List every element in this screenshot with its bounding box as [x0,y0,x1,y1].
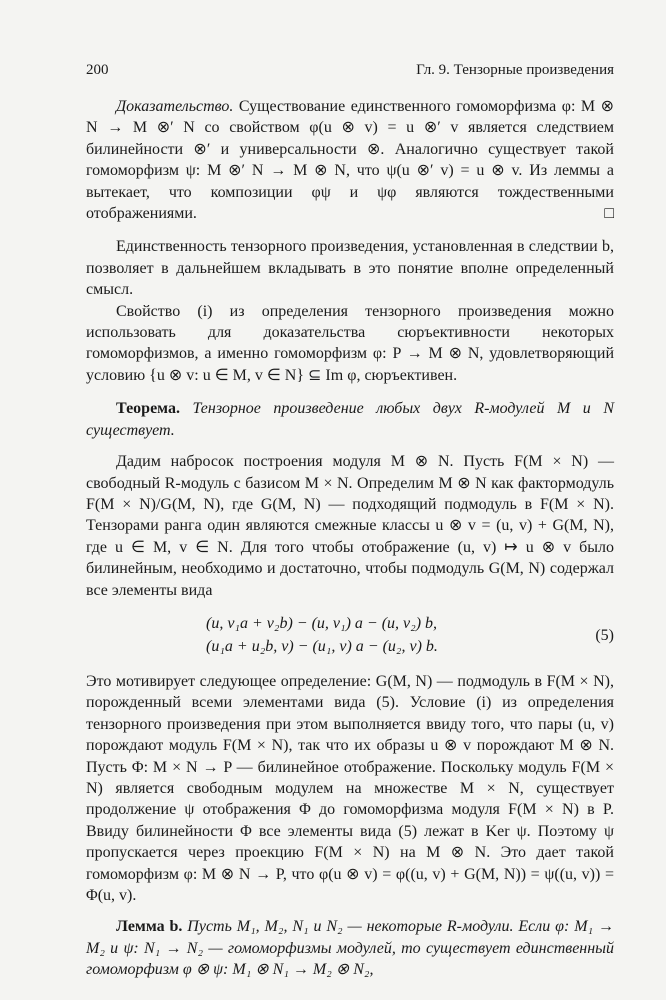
proof-text: Существование единственного гомоморфизма φ: M ⊗ N → M ⊗′ N со свойством φ(u ⊗ v) = u ⊗′ v является следствием билинейности ⊗′ и универсальности ⊗. Аналогично существует такой гомоморфизм ψ: M ⊗′ N → M ⊗ N, что ψ(u ⊗′ v) = u ⊗ v. Из леммы a вытекает, что композиции φψ и ψφ являются тождественными отображениями. [86,98,614,223]
sketch-paragraph: Дадим набросок построения модуля M ⊗ N. Пусть F(M × N) — свободный R-модуль с базисом M × N. Определим M ⊗ N как фактормодуль F(M × N)/G(M, N), где G(M, N) — подходящий подмодуль в F(M × N). Тензорами ранга один являются смежные классы u ⊗ v = (u, v) + G(M, N), где u ∈ M, v ∈ N. Для того чтобы отображение (u, v) ↦ u ⊗ v было билинейным, необходимо и достаточно, чтобы подмодуль G(M, N) содержал все элементы вида [86,453,614,599]
qed-symbol: □ [604,205,614,223]
motivation-paragraph: Это мотивирует следующее определение: G(M, N) — подмодуль в F(M × N), порожденный всеми элементами вида (5). Условие (i) из определения тензорного произведения при этом выполняется ввиду того, что пары (u, v) порождают модуль F(M × N), так что их образы u ⊗ v порождают M ⊗ N. Пусть Φ: M × N → P — билинейное отображение. Поскольку модуль F(M × N) является свободным модулем на множестве M × N, существует продолжение ψ отображения Φ до гомоморфизма модуля F(M × N) в P. Ввиду билинейности Φ все элементы вида (5) лежат в Ker ψ. Поэтому ψ пропускается через проекцию F(M × N) на M ⊗ N. Это дает такой гомоморфизм φ: M ⊗ N → P, что φ(u ⊗ v) = φ((u, v) + G(M, N)) = ψ((u, v)) = Φ(u, v). [86,672,614,904]
formula-line-2: (u₁a + u₂b, v) − (u₁, v) a − (u₂, v) b. [206,637,438,655]
proof-paragraph [86,96,614,224]
equation-number: (5) [595,626,614,644]
lemma-label: Лемма b. [116,918,183,936]
display-formula [86,613,614,659]
page-number: 200 [86,62,109,78]
theorem-label: Теорема. [116,400,180,418]
property-paragraph: Свойство (i) из определения тензорного произведения можно использовать для доказательства сюръективности некоторых гомоморфизмов, а именно гомоморфизм φ: P → M ⊗ N, удовлетворяющий условию {u ⊗ v: u ∈ M, v ∈ N} ⊆ Im φ, сюръективен. [86,302,614,384]
page-body [86,96,614,981]
theorem-text: Тензорное произведение любых двух R-модулей M и N существует. [86,400,614,439]
theorem-paragraph [86,398,614,441]
running-title: Гл. 9. Тензорные произведения [416,62,614,78]
running-header [86,62,614,79]
lemma-paragraph [86,916,614,980]
formula-line-1: (u, v₁a + v₂b) − (u, v₁) a − (u, v₂) b, [206,614,438,632]
uniqueness-paragraph: Единственность тензорного произведения, установленная в следствии b, позволяет в дальнейшем вкладывать в это понятие вполне определенный смысл. [86,238,614,299]
proof-label: Доказательство. [116,98,234,115]
lemma-text: Пусть M₁, M₂, N₁ и N₂ — некоторые R-модули. Если φ: M₁ → M₂ и ψ: N₁ → N₂ — гомоморфизмы модулей, то существует единственный гомоморфизм φ ⊗ ψ: M₁ ⊗ N₁ → M₂ ⊗ N₂, [86,918,614,979]
